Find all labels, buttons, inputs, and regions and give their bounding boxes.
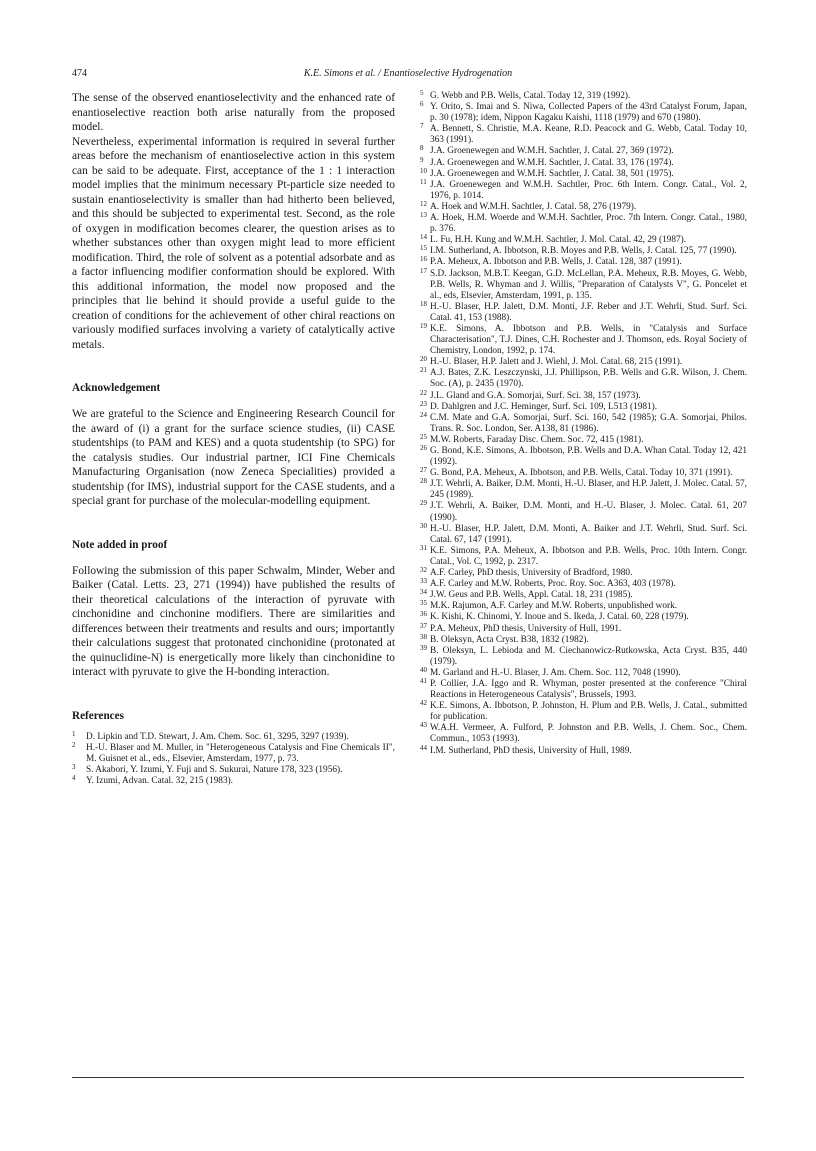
reference-text: M. Garland and H.-U. Blaser, J. Am. Chem. Soc. 112, 7048 (1990). (430, 667, 681, 678)
reference-text: G. Bond, P.A. Meheux, A. Ibbotson, and P.B. Wells, Catal. Today 10, 371 (1991). (430, 468, 733, 479)
reference-item (420, 501, 747, 523)
reference-text: J.T. Wehrli, A. Baiker, D.M. Monti, H.-U. Blaser, and H.P. Jalett, J. Molec. Catal. 57, 245 (1989). (430, 479, 747, 501)
reference-item (420, 676, 747, 701)
reference-text: K. Kishi, K. Chinomi, Y. Inoue and S. Ikeda, J. Catal. 60, 228 (1979). (430, 612, 689, 623)
reference-item (420, 665, 747, 679)
reference-text: D. Dahlgren and J.C. Heminger, Surf. Sci. 109, L513 (1981). (430, 401, 658, 412)
reference-number: 35 (420, 599, 427, 608)
reference-number: 40 (420, 665, 427, 674)
reference-item (420, 632, 747, 646)
reference-text: G. Webb and P.B. Wells, Catal. Today 12, 319 (1992). (430, 91, 631, 101)
reference-item (420, 590, 747, 601)
reference-text: K.E. Simons, A. Ibbotson, P. Johnston, H. Plum and P.B. Wells, J. Catal., submitted for publication. (430, 701, 747, 723)
reference-number: 2 (72, 740, 76, 749)
reference-item (72, 740, 395, 765)
reference-text: S. Akabori, Y. Izumi, Y. Fuji and S. Sukurai, Nature 178, 323 (1956). (86, 764, 343, 775)
running-title: K.E. Simons et al. / Enantioselective Hydrogenation (303, 68, 513, 79)
reference-list-right (420, 91, 747, 757)
reference-text: Y. Izumi, Advan. Catal. 32, 215 (1983). (86, 775, 234, 786)
reference-number: 22 (420, 388, 427, 397)
reference-text: B. Oleksyn, L. Lebioda and M. Ciechanowicz-Rutkowska, Acta Cryst. B35, 440 (1979). (430, 645, 747, 667)
reference-item (420, 124, 747, 146)
reference-item (420, 102, 747, 124)
reference-text: P.A. Meheux, A. Ibbotson and P.B. Wells, J. Catal. 128, 387 (1991). (430, 257, 682, 268)
reference-item (420, 388, 747, 402)
reference-item (420, 521, 747, 546)
reference-number: 20 (420, 355, 427, 364)
conclusion-text (72, 91, 395, 352)
reference-text: A.F. Carley and M.W. Roberts, Proc. Roy. Soc. A363, 403 (1978). (430, 579, 676, 590)
reference-number: 30 (420, 521, 427, 530)
reference-number: 29 (420, 499, 427, 508)
reference-item (420, 266, 747, 302)
reference-number: 26 (420, 444, 427, 452)
reference-item (420, 199, 747, 213)
reference-number: 13 (420, 211, 427, 220)
reference-number: 17 (420, 266, 427, 275)
conclusion-paragraph: The sense of the observed enantioselectivity and the enhanced rate of enantioselective reaction both arise naturally from the proposed model. (72, 92, 395, 133)
reference-text: J.A. Groenewegen and W.M.H. Sachtler, J. Catal. 38, 501 (1975). (430, 168, 674, 179)
reference-text: P.A. Meheux, PhD thesis, University of Hull, 1991. (430, 623, 622, 634)
reference-text: G. Bond, K.E. Simons, A. Ibbotson, P.B. Wells and D.A. Whan Catal. Today 12, 421 (1992). (430, 446, 747, 468)
reference-item (420, 257, 747, 268)
reference-item (420, 568, 747, 579)
reference-number: 19 (420, 321, 427, 330)
reference-text: I.M. Sutherland, A. Ibbotson, R.B. Moyes and P.B. Wells, J. Catal. 125, 77 (1990). (430, 246, 737, 257)
reference-text: W.A.H. Vermeer, A. Fulford, P. Johnston and P.B. Wells, J. Chem. Soc., Chem. Commun., 1053 (1993). (430, 723, 747, 745)
reference-item (420, 479, 747, 501)
reference-number: 33 (420, 577, 427, 586)
reference-number: 18 (420, 299, 427, 308)
reference-item (420, 166, 747, 180)
reference-item (420, 643, 747, 668)
acknowledgement-section (72, 407, 395, 509)
reference-item (420, 432, 747, 446)
reference-item (420, 321, 747, 357)
reference-item (420, 410, 747, 435)
reference-number: 24 (420, 410, 427, 419)
reference-text: D. Lipkin and T.D. Stewart, J. Am. Chem. Soc. 61, 3295, 3297 (1939). (86, 731, 349, 742)
reference-number: 44 (420, 743, 427, 752)
reference-item (420, 579, 747, 590)
note-section (72, 564, 395, 680)
reference-item (420, 213, 747, 235)
reference-item (420, 621, 747, 635)
reference-item (420, 612, 747, 623)
reference-item (420, 743, 747, 757)
reference-text: H.-U. Blaser, H.P. Jalett and J. Wiehl, J. Mol. Catal. 68, 215 (1991). (430, 357, 683, 368)
reference-number: 10 (420, 166, 427, 175)
reference-number: 32 (420, 566, 427, 575)
acknowledgement-text: We are grateful to the Science and Engineering Research Council for the award of (i) a grant for the surface science studies, (ii) CASE studentships (to PAM and KES) and a quota studentship (to SPG) for the catalysis studies. Our industrial partner, ICI Fine Chemicals Manufacturing Organisation (now Zeneca Specialities) provided a studentship (for IMS), industrial support for the CASE students, and a special grant for purchase of the molecular-modelling equipment. (72, 408, 395, 507)
reference-number: 39 (420, 643, 427, 652)
reference-number: 11 (420, 177, 427, 186)
reference-number: 42 (420, 699, 427, 708)
references-heading: References (72, 709, 124, 722)
reference-number: 27 (420, 466, 427, 475)
reference-text: I.M. Sutherland, PhD thesis, University of Hull, 1989. (430, 745, 632, 756)
reference-item (420, 146, 747, 157)
conclusion-paragraph: Nevertheless, experimental information is required in several further areas before the mechanism of enantioselective action in this system can be said to be adequate. First, acceptance of the 1 : 1 interaction model implies that the minimum necessary Pt-particle size needed to sustain enantioselectivity is smaller than had hitherto been believed, and this should be subjected to experimental test. Second, as the role of oxygen in modification becomes clearer, the question arises as to whether substances other than oxygen might lead to more efficient modification. Third, the role of solvent as a potential adsorbate and as a factor influencing modifier conformation should be explored. With this additional information, the model now proposed and the principles that lie behind it should provide a useful guide to the creation of conditions for the achievement of other chiral reactions on variously modified surfaces involving a variety of catalytically active metals. (72, 135, 395, 351)
reference-number: 38 (420, 632, 427, 641)
reference-item (420, 357, 747, 368)
reference-text: A.J. Bates, Z.K. Leszczynski, J.J. Phillipson, P.B. Wells and G.R. Wilson, J. Chem. Soc. (A), p. 2435 (1970). (430, 368, 747, 390)
reference-text: B. Oleksyn, Acta Cryst. B38, 1832 (1982). (430, 634, 589, 645)
reference-number: 6 (420, 100, 424, 109)
reference-number: 36 (420, 610, 427, 619)
reference-item (72, 762, 395, 776)
reference-number: 43 (420, 721, 427, 730)
reference-text: J.A. Groenewegen and W.M.H. Sachtler, J. Catal. 27, 369 (1972). (430, 146, 674, 157)
reference-number: 16 (420, 255, 427, 264)
reference-text: J.A. Groenewegen and W.M.H. Sachtler, J. Catal. 33, 176 (1974). (430, 157, 674, 168)
reference-number: 37 (420, 621, 427, 630)
reference-item (420, 468, 747, 479)
reference-text: H.-U. Blaser, H.P. Jalett, D.M. Monti, A. Baiker and J.T. Wehrli, Stud. Surf. Sci. Catal. 67, 147 (1991). (430, 523, 747, 545)
reference-item (420, 701, 747, 723)
left-column (72, 91, 395, 787)
reference-number: 7 (420, 122, 424, 131)
reference-text: C.M. Mate and G.A. Somorjai, Surf. Sci. 160, 542 (1985); G.A. Somorjai, Philos. Trans. R. Soc. London, Ser. A138, 81 (1986). (430, 412, 747, 434)
reference-number: 12 (420, 199, 427, 208)
reference-number: 31 (420, 543, 427, 552)
reference-text: J.L. Gland and G.A. Somorjai, Surf. Sci. 38, 157 (1973). (430, 390, 641, 401)
note-heading: Note added in proof (72, 538, 168, 551)
reference-item (420, 399, 747, 413)
reference-number: 8 (420, 144, 424, 153)
reference-number: 4 (72, 773, 76, 782)
page-header (72, 68, 744, 82)
reference-text: M.W. Roberts, Faraday Disc. Chem. Soc. 72, 415 (1981). (430, 434, 644, 445)
reference-number: 21 (420, 366, 427, 375)
reference-number: 5 (420, 89, 424, 97)
note-text: Following the submission of this paper Schwalm, Minder, Weber and Baiker (Catal. Letts. 23, 271 (1994)) have published the results of their theoretical calculations of the interaction of pyruvate with cinchonidine and cinchonine modifiers. There are similarities and differences between their treatments and results and ours; importantly their calculations suggest that protonated cinchonidine (protonated at the quinuclidine-N) is energetically more likely than cinchonidine to interact with pyruvate to give the H-bonding interaction. (72, 564, 395, 678)
reference-list-left (72, 729, 395, 787)
reference-text: J.T. Wehrli, A. Baiker, D.M. Monti, and H.-U. Blaser, J. Molec. Catal. 61, 207 (1990). (430, 501, 747, 523)
footer-rule (72, 1077, 744, 1078)
reference-item (420, 177, 747, 202)
reference-text: A. Hoek, H.M. Woerde and W.M.H. Sachtler, Proc. 7th Intern. Congr. Catal., 1980, p. 376. (430, 213, 747, 235)
reference-item (420, 235, 747, 246)
right-column (420, 91, 747, 757)
reference-text: A. Hoek and W.M.H. Sachtler, J. Catal. 58, 276 (1979). (430, 201, 637, 212)
reference-text: A.F. Carley, PhD thesis, University of Bradford, 1980. (430, 568, 633, 579)
reference-number: 25 (420, 432, 427, 441)
reference-item (420, 155, 747, 169)
reference-number: 15 (420, 244, 427, 253)
page-number: 474 (72, 68, 87, 79)
reference-text: A. Bennett, S. Christie, M.A. Keane, R.D. Peacock and G. Webb, Catal. Today 10, 363 (1991). (430, 124, 747, 146)
reference-number: 14 (420, 233, 427, 242)
reference-text: H.-U. Blaser and M. Muller, in "Heterogeneous Catalysis and Fine Chemicals II", M. Guisnet et al., eds., Elsevier, Amsterdam, 1977, p. 73. (86, 742, 395, 764)
reference-text: P. Collier, J.A. Iggo and R. Whyman, poster presented at the conference "Chiral Reactions in Heterogeneous Catalysis", Brussels, 1993. (430, 678, 747, 701)
reference-text: M.K. Rajumon, A.F. Carley and M.W. Roberts, unpublished work. (430, 601, 678, 612)
reference-text: S.D. Jackson, M.B.T. Keegan, G.D. McLellan, P.A. Meheux, R.B. Moyes, G. Webb, P.B. Wells, R. Whyman and J. Willis, "Preparation of Catalysts V", G. Poncelet et al., eds, Elsevier, Amsterdam, 1991, p. 135. (430, 268, 747, 301)
reference-text: K.E. Simons, A. Ibbotson and P.B. Wells, in "Catalysis and Surface Characterisation", T.J. Dines, C.H. Rochester and J. Thomson, eds. Royal Society of Chemistry, London, 1992, p. 174. (430, 323, 747, 357)
reference-item (420, 543, 747, 568)
reference-text: J.A. Groenewegen and W.M.H. Sachtler, Proc. 6th Intern. Congr. Catal., Vol. 2, 1976, p. 1014. (430, 179, 747, 201)
reference-text: L. Fu, H.H. Kung and W.M.H. Sachtler, J. Mol. Catal. 42, 29 (1987). (430, 235, 687, 246)
reference-item (420, 723, 747, 745)
reference-number: 23 (420, 399, 427, 408)
reference-item (420, 446, 747, 468)
reference-number: 28 (420, 477, 427, 486)
reference-number: 3 (72, 762, 76, 771)
reference-item (420, 91, 747, 102)
reference-number: 1 (72, 729, 76, 738)
reference-number: 9 (420, 155, 424, 164)
reference-item (72, 729, 395, 743)
reference-text: Y. Orito, S. Imai and S. Niwa, Collected Papers of the 43rd Catalyst Forum, Japan, p. 30 (1978); idem, Nippon Kagaku Kaishi, 1118 (1979) and 670 (1980). (430, 102, 747, 124)
reference-item (420, 246, 747, 257)
reference-item (420, 368, 747, 390)
reference-item (420, 601, 747, 612)
reference-text: K.E. Simons, P.A. Meheux, A. Ibbotson and P.B. Wells, Proc. 10th Intern. Congr. Catal., Vol. C, 1992, p. 2317. (430, 545, 747, 567)
reference-text: H.-U. Blaser, H.P. Jalett, D.M. Monti, J.F. Reber and J.T. Wehrli, Stud. Surf. Sci. Catal. 41, 153 (1988). (430, 301, 747, 323)
reference-item (72, 773, 395, 787)
acknowledgement-heading: Acknowledgement (72, 382, 161, 394)
reference-item (420, 299, 747, 324)
reference-text: J.W. Geus and P.B. Wells, Appl. Catal. 18, 231 (1985). (430, 590, 633, 601)
reference-number: 41 (420, 676, 427, 685)
reference-number: 34 (420, 588, 427, 597)
